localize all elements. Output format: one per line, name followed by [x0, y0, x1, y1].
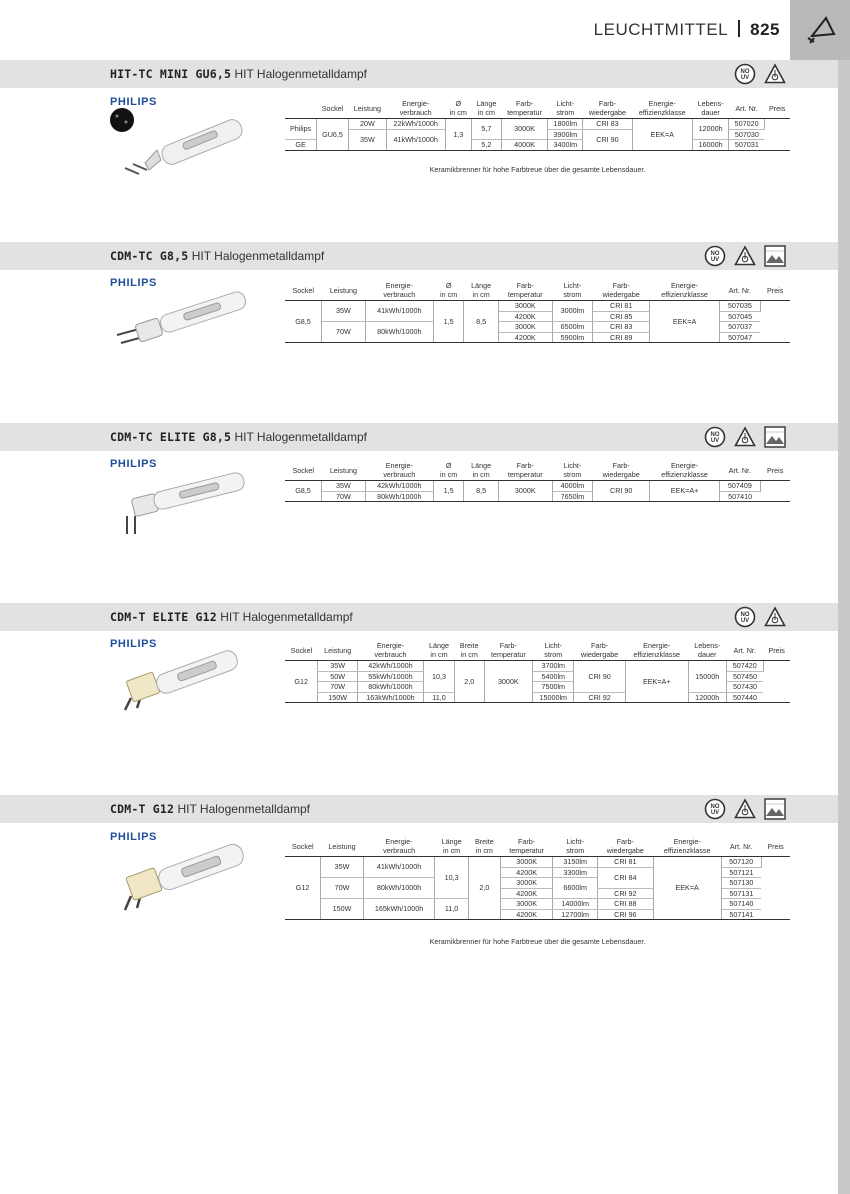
- table-row: [285, 692, 790, 703]
- cell: 80kWh/1000h: [365, 491, 433, 502]
- cell: 3400lm: [548, 140, 583, 151]
- cell: 35W: [318, 661, 358, 672]
- footnote: Keramikbrenner für hohe Farbtreue über die gesamte Lebensdauer.: [429, 937, 646, 946]
- col-header: Licht- strom: [552, 460, 592, 481]
- cell: CRI 90: [583, 129, 632, 150]
- cell: 3700lm: [533, 661, 574, 672]
- cell: GE: [285, 140, 317, 151]
- col-header: Licht- strom: [533, 640, 574, 661]
- cell: 3150lm: [553, 857, 598, 868]
- landscape-image-icon: [764, 245, 786, 267]
- product-title: CDM-TC ELITE G8,5 HIT Halogenmetalldampf: [110, 430, 367, 444]
- cell: 70W: [321, 322, 365, 343]
- cell: 42kWh/1000h: [357, 661, 423, 672]
- cell: 2,0: [454, 661, 484, 703]
- cell: 507450: [726, 671, 763, 682]
- cell: 2,0: [468, 857, 500, 920]
- cell: 507409: [719, 481, 760, 492]
- warning-triangle-icon: [764, 606, 786, 628]
- icon-group: [704, 798, 786, 820]
- cell: 3300lm: [553, 867, 598, 878]
- col-header: Energie- effizienzklasse: [653, 836, 721, 857]
- cell: CRI 84: [598, 867, 654, 888]
- col-header: Länge in cm: [464, 280, 498, 301]
- cell: CRI 88: [598, 899, 654, 910]
- uv-protection-icon: [704, 798, 726, 820]
- col-header: Leistung: [321, 836, 364, 857]
- col-header: Farb- wiedergabe: [583, 98, 632, 119]
- cell: 16000h: [692, 140, 729, 151]
- cell: EEK=A: [650, 301, 720, 343]
- lamp-icon: [804, 12, 838, 46]
- product-band-5: [0, 795, 838, 823]
- product-band-3: [0, 423, 838, 451]
- col-header: Art. Nr.: [726, 640, 763, 661]
- cell: 15000h: [688, 661, 726, 693]
- product-band-2: [0, 242, 838, 270]
- cell: 507130: [721, 878, 761, 889]
- cell: 1,5: [433, 481, 464, 502]
- product-title: HIT-TC MINI GU6,5 HIT Halogenmetalldampf: [110, 67, 367, 81]
- cell: 150W: [321, 899, 364, 920]
- cell: 41kWh/1000h: [386, 129, 445, 150]
- product-title: CDM-TC G8,5 HIT Halogenmetalldampf: [110, 249, 325, 263]
- page-number: 825: [750, 20, 780, 39]
- col-header: Art. Nr.: [721, 836, 761, 857]
- brand-logo: PHILIPS: [110, 96, 157, 108]
- cell: 1,3: [445, 119, 472, 151]
- col-header: Farb- wiedergabe: [574, 640, 625, 661]
- spec-table-5: [285, 836, 790, 920]
- icon-group: [704, 426, 786, 448]
- col-header: Leistung: [321, 460, 365, 481]
- svg-text:UV: UV: [740, 75, 750, 81]
- cell: EEK=A+: [625, 661, 688, 703]
- cell: [760, 481, 790, 502]
- cell: 70W: [321, 878, 364, 899]
- cell: 15000lm: [533, 692, 574, 703]
- col-header: Farb- wiedergabe: [593, 460, 650, 481]
- col-header: Lebens- dauer: [692, 98, 729, 119]
- svg-text:UV: UV: [740, 618, 750, 624]
- col-header: Leistung: [321, 280, 365, 301]
- cell: 507020: [729, 119, 764, 130]
- cell: 35W: [321, 301, 365, 322]
- col-header: Breite in cm: [454, 640, 484, 661]
- col-header: Lebens- dauer: [688, 640, 726, 661]
- cell: 3000K: [498, 301, 552, 312]
- cell: CRI 81: [593, 301, 650, 312]
- spec-table-4: [285, 640, 790, 703]
- cell: 1,5: [433, 301, 464, 343]
- cell: 507420: [726, 661, 763, 672]
- svg-text:UV: UV: [710, 257, 720, 263]
- table-row: [285, 301, 790, 312]
- col-header: Art. Nr.: [719, 280, 760, 301]
- cell: EEK=A: [653, 857, 721, 920]
- col-header: Farb- temperatur: [498, 460, 552, 481]
- cell: 10,3: [435, 857, 469, 899]
- col-header: Preis: [760, 460, 790, 481]
- col-header: Preis: [764, 98, 790, 119]
- lamp-gu65-image: [105, 108, 265, 178]
- landscape-image-icon: [764, 798, 786, 820]
- col-header: Leistung: [318, 640, 358, 661]
- cell: CRI 92: [598, 888, 654, 899]
- cell: CRI 92: [574, 692, 625, 703]
- cell: CRI 85: [593, 311, 650, 322]
- cell: 5900lm: [552, 332, 592, 343]
- lamp-g12-image: [105, 838, 265, 918]
- col-header: [285, 98, 317, 119]
- spec-table-3: [285, 460, 790, 502]
- page-edge-bar: [838, 60, 850, 1194]
- col-header: Energie- effizienzklasse: [625, 640, 688, 661]
- warning-triangle-icon: [734, 798, 756, 820]
- col-header: Länge in cm: [435, 836, 469, 857]
- cell: 507121: [721, 867, 761, 878]
- cell: 507030: [729, 129, 764, 140]
- cell: 3000K: [501, 119, 548, 140]
- cell: G12: [285, 857, 321, 920]
- warning-triangle-icon: [734, 245, 756, 267]
- cell: 50W: [318, 671, 358, 682]
- product-band-4: [0, 603, 838, 631]
- cell: 507037: [719, 322, 760, 333]
- cell: 70W: [318, 682, 358, 693]
- cell: [761, 857, 790, 920]
- cell: [764, 119, 790, 151]
- cell: CRI 96: [598, 909, 654, 920]
- col-header: Sockel: [285, 460, 321, 481]
- cell: CRI 83: [583, 119, 632, 130]
- cell: 35W: [321, 481, 365, 492]
- cell: 507430: [726, 682, 763, 693]
- page-header: [594, 20, 780, 40]
- spec-table-2: [285, 280, 790, 343]
- cell: 5,7: [472, 119, 502, 140]
- cell: 3000K: [500, 878, 553, 889]
- product-title: CDM-T ELITE G12 HIT Halogenmetalldampf: [110, 610, 353, 624]
- cell: 41kWh/1000h: [365, 301, 433, 322]
- col-header: Farb- wiedergabe: [598, 836, 654, 857]
- cell: EEK=A+: [650, 481, 720, 502]
- footnote: Keramikbrenner für hohe Farbtreue über die gesamte Lebensdauer.: [429, 165, 646, 174]
- cell: 507131: [721, 888, 761, 899]
- svg-text:NO: NO: [710, 432, 720, 438]
- uv-protection-icon: [734, 63, 756, 85]
- lamp-g85-image: [105, 285, 265, 355]
- divider: [738, 20, 740, 37]
- table-row: [285, 481, 790, 492]
- product-title: CDM-T G12 HIT Halogenmetalldampf: [110, 802, 310, 816]
- cell: Philips: [285, 119, 317, 140]
- col-header: Leistung: [348, 98, 386, 119]
- cell: [760, 301, 790, 343]
- cell: 4000K: [501, 140, 548, 151]
- cell: 11,0: [423, 692, 454, 703]
- cell: 3000K: [498, 322, 552, 333]
- svg-text:NO: NO: [710, 251, 720, 257]
- col-header: Sockel: [317, 98, 349, 119]
- cell: 42kWh/1000h: [365, 481, 433, 492]
- brand-logo: PHILIPS: [110, 458, 157, 470]
- cell: 5400lm: [533, 671, 574, 682]
- cell: CRI 89: [593, 332, 650, 343]
- table-row: [285, 857, 790, 868]
- cell: 507120: [721, 857, 761, 868]
- col-header: Art. Nr.: [719, 460, 760, 481]
- cell: 507440: [726, 692, 763, 703]
- col-header: Farb- wiedergabe: [593, 280, 650, 301]
- cell: 4200K: [500, 867, 553, 878]
- cell: [763, 661, 790, 703]
- section-title: LEUCHTMITTEL: [593, 20, 729, 39]
- cell: 12000h: [688, 692, 726, 703]
- product-band-1: [0, 60, 838, 88]
- warning-triangle-icon: [764, 63, 786, 85]
- cell: 3900lm: [548, 129, 583, 140]
- col-header: Energie- effizienzklasse: [650, 280, 720, 301]
- uv-protection-icon: [704, 245, 726, 267]
- cell: 20W: [348, 119, 386, 130]
- cell: EEK=A: [632, 119, 692, 151]
- cell: 80kWh/1000h: [363, 878, 434, 899]
- col-header: Licht- strom: [553, 836, 598, 857]
- cell: 10,3: [423, 661, 454, 693]
- section-tab: [790, 0, 850, 60]
- cell: 3000K: [500, 899, 553, 910]
- cell: 163kWh/1000h: [357, 692, 423, 703]
- uv-protection-icon: [734, 606, 756, 628]
- cell: 4200K: [498, 311, 552, 322]
- col-header: Farb- temperatur: [498, 280, 552, 301]
- lamp-g85-elite-image: [105, 468, 265, 538]
- cell: 22kWh/1000h: [386, 119, 445, 130]
- col-header: Licht- strom: [552, 280, 592, 301]
- col-header: Preis: [763, 640, 790, 661]
- col-header: Ø in cm: [433, 460, 464, 481]
- cell: 7650lm: [552, 491, 592, 502]
- col-header: Energie- effizienzklasse: [650, 460, 720, 481]
- cell: 8,5: [464, 301, 498, 343]
- col-header: Energie- effizienzklasse: [632, 98, 692, 119]
- cell: 4200K: [500, 909, 553, 920]
- cell: 8,5: [464, 481, 498, 502]
- icon-group: [734, 63, 786, 85]
- icon-group: [704, 245, 786, 267]
- col-header: Länge in cm: [423, 640, 454, 661]
- cell: G8,5: [285, 481, 321, 502]
- brand-logo: PHILIPS: [110, 638, 157, 650]
- svg-text:UV: UV: [710, 810, 720, 816]
- cell: 11,0: [435, 899, 469, 920]
- landscape-image-icon: [764, 426, 786, 448]
- cell: 4200K: [500, 888, 553, 899]
- cell: G12: [285, 661, 318, 703]
- svg-text:NO: NO: [710, 804, 720, 810]
- col-header: Farb- temperatur: [484, 640, 533, 661]
- cell: 7500lm: [533, 682, 574, 693]
- cell: 507141: [721, 909, 761, 920]
- cell: 507031: [729, 140, 764, 151]
- cell: 4000lm: [552, 481, 592, 492]
- cell: GU6,5: [317, 119, 349, 151]
- col-header: Energie- verbrauch: [365, 460, 433, 481]
- cell: CRI 90: [574, 661, 625, 693]
- col-header: Preis: [760, 280, 790, 301]
- col-header: Sockel: [285, 280, 321, 301]
- col-header: Energie- verbrauch: [357, 640, 423, 661]
- cell: 3000lm: [552, 301, 592, 322]
- col-header: Energie- verbrauch: [386, 98, 445, 119]
- cell: 41kWh/1000h: [363, 857, 434, 878]
- cell: 4200K: [498, 332, 552, 343]
- col-header: Ø in cm: [445, 98, 472, 119]
- cell: 35W: [321, 857, 364, 878]
- cell: 80kWh/1000h: [365, 322, 433, 343]
- cell: 507410: [719, 491, 760, 502]
- cell: 5,2: [472, 140, 502, 151]
- col-header: Farb- temperatur: [500, 836, 553, 857]
- cell: 507045: [719, 311, 760, 322]
- col-header: Sockel: [285, 836, 321, 857]
- cell: 507047: [719, 332, 760, 343]
- cell: 14000lm: [553, 899, 598, 910]
- cell: 70W: [321, 491, 365, 502]
- cell: CRI 83: [593, 322, 650, 333]
- col-header: Preis: [761, 836, 790, 857]
- cell: 3000K: [484, 661, 533, 703]
- lamp-g12-elite-image: [105, 648, 265, 718]
- col-header: Breite in cm: [468, 836, 500, 857]
- col-header: Licht- strom: [548, 98, 583, 119]
- svg-text:NO: NO: [740, 612, 750, 618]
- uv-protection-icon: [704, 426, 726, 448]
- cell: G8,5: [285, 301, 321, 343]
- cell: 3000K: [500, 857, 553, 868]
- cell: CRI 81: [598, 857, 654, 868]
- cell: 507035: [719, 301, 760, 312]
- cell: 3000K: [498, 481, 552, 502]
- svg-text:NO: NO: [740, 69, 750, 75]
- icon-group: [734, 606, 786, 628]
- col-header: Energie- verbrauch: [365, 280, 433, 301]
- brand-logo: PHILIPS: [110, 277, 157, 289]
- col-header: Art. Nr.: [729, 98, 764, 119]
- cell: 1800lm: [548, 119, 583, 130]
- cell: 150W: [318, 692, 358, 703]
- cell: 80kWh/1000h: [357, 682, 423, 693]
- col-header: Ø in cm: [433, 280, 464, 301]
- table-row: [285, 661, 790, 672]
- cell: 35W: [348, 129, 386, 150]
- cell: 12700lm: [553, 909, 598, 920]
- table-row: [285, 119, 790, 130]
- brand-logo: PHILIPS: [110, 831, 157, 843]
- col-header: Farb- temperatur: [501, 98, 548, 119]
- spec-table-1: [285, 98, 790, 151]
- col-header: Länge in cm: [472, 98, 502, 119]
- cell: 6500lm: [552, 322, 592, 333]
- col-header: Länge in cm: [464, 460, 498, 481]
- cell: CRI 90: [593, 481, 650, 502]
- cell: 12000h: [692, 119, 729, 140]
- col-header: Energie- verbrauch: [363, 836, 434, 857]
- warning-triangle-icon: [734, 426, 756, 448]
- svg-text:UV: UV: [710, 438, 720, 444]
- cell: 55kWh/1000h: [357, 671, 423, 682]
- cell: 6600lm: [553, 878, 598, 899]
- cell: 507140: [721, 899, 761, 910]
- col-header: Sockel: [285, 640, 318, 661]
- cell: 165kWh/1000h: [363, 899, 434, 920]
